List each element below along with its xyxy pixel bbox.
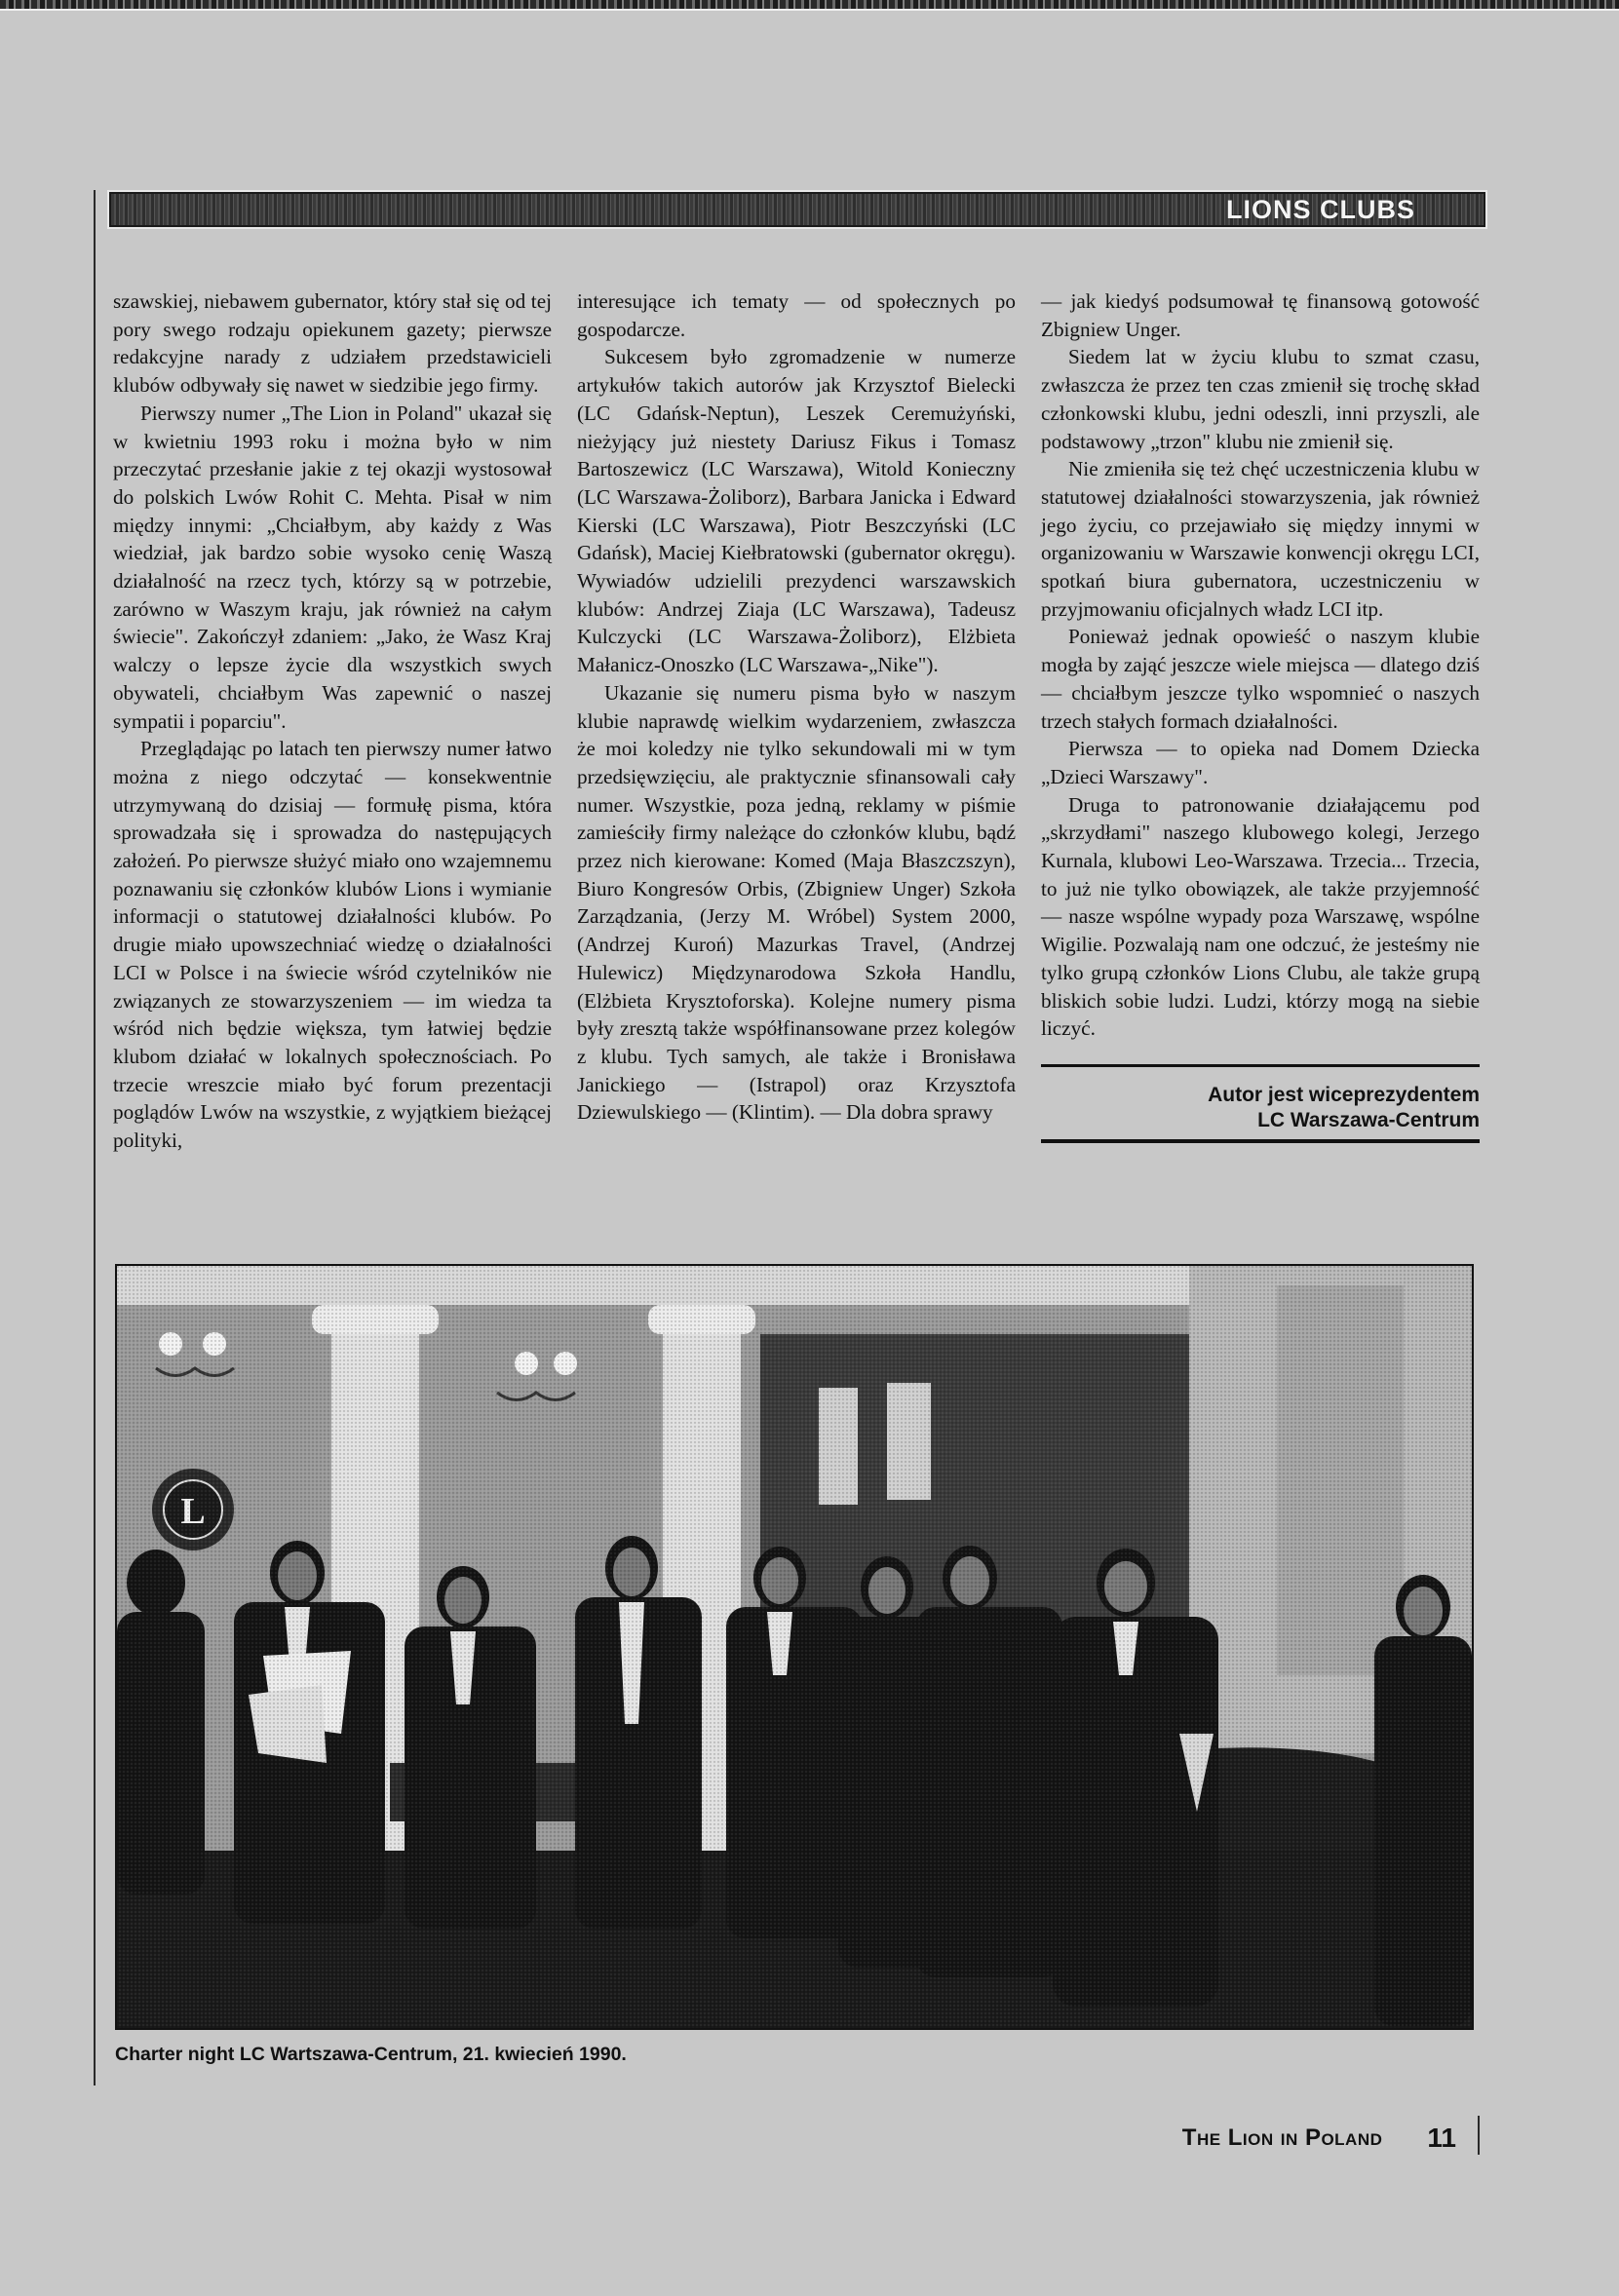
scan-edge-strip [0, 0, 1619, 11]
paragraph: — jak kiedyś podsumował tę finansową gotowość Zbigniew Unger. [1041, 289, 1480, 341]
group-photo [115, 1264, 1474, 2030]
article-column-2 [577, 287, 1016, 1127]
author-note [1041, 1083, 1480, 1133]
magazine-page [0, 11, 1619, 2296]
author-note-line-1: Autor jest wiceprezydentem [1208, 1083, 1480, 1106]
article-column-1 [113, 287, 552, 1155]
publication-title: The Lion in Poland [1181, 2124, 1383, 2151]
page-margin-rule [1478, 2116, 1480, 2155]
divider [1041, 1139, 1480, 1143]
paragraph: Przeglądając po latach ten pierwszy numer łatwo można z niego odczytać — konsekwentnie utrzymywaną do dzisiaj — formułę pisma, która sprowadzała się i sprowadza do następujących założeń. Po pierwsze służyć miało ono wzajemnemu poznawaniu się członków klubów Lions i wymianie informacji o statutowej działalności klubów. Po drugie miało upowszechniać wiedzę o działalności LCI w Polsce i na świecie wśród czytelników nie związanych ze stowarzyszeniem — im wiedza ta wśród nich będzie większa, tym łatwiej będzie klubom działać w lokalnych społecznościach. Po trzecie wreszcie miało być forum prezentacji poglądów Lwów na wszystkie, z wyjątkiem bieżącej polityki, [113, 737, 552, 1153]
paragraph: Ukazanie się numeru pisma było w naszym klubie naprawdę wielkim wydarzeniem, zwłaszcza że moi koledzy nie tylko sekundowali mi w tym przedsięwzięciu, ale praktycznie sfinansowali cały numer. Wszystkie, poza jedną, reklamy w piśmie zamieściły firmy należące do członków klubu, bądź przez nich kierowane: Komed (Maja Błaszczszyn), Biuro Kongresów Orbis, (Zbigniew Unger) Szkoła Zarządzania, (Jerzy M. Wróbel) System 2000, (Andrzej Kuroń) Mazurkas Travel, (Andrzej Hulewicz) Międzynarodowa Szkoła Handlu, (Elżbieta Krysztoforska). Kolejne numery pisma były zresztą także współfinansowane przez kolegów z klubu. Tych samych, ale także i Bronisława Janickiego — (Istrapol) oraz Krzysztofa Dziewulskiego — (Klintim). — Dla dobra sprawy [577, 680, 1016, 1125]
paragraph: Pierwszy numer „The Lion in Poland" ukazał się w kwietniu 1993 roku i można było w nim przeczytać przesłanie jakie z tej okazji wystosował do polskich Lwów Rohit C. Mehta. Pisał w nim między innymi: „Chciałbym, aby każdy z Was wiedział, jak bardzo sobie wysoko cenię Waszą działalność na rzecz tych, którzy są w potrzebie, zarówno w Waszym kraju, jak również na całym świecie". Zakończył zdaniem: „Jako, że Wasz Kraj walczy o lepsze życie dla wszystkich swych obywateli, chciałbym Was zapewnić o naszej sympatii i poparciu". [113, 401, 552, 733]
divider [1041, 1064, 1480, 1067]
paragraph: Druga to patronowanie działającemu pod „skrzydłami" naszego klubowego kolegi, Jerzego Kurnala, klubowi Leo-Warszawa. Trzecia... Trzecia, to już nie tylko obowiązek, ale także przyjemność — nasze wspólne wypady poza Warszawę, wspólne Wigilie. Pozwalają nam one odczuć, że jesteśmy nie tylko grupą członków Lions Clubu, ale także grupą bliskich sobie ludzi. Ludzi, którzy mogą na siebie liczyć. [1041, 792, 1480, 1041]
photo-caption: Charter night LC Wartszawa-Centrum, 21. kwiecień 1990. [115, 2044, 627, 2065]
paragraph: Pierwsza — to opieka nad Domem Dziecka „Dzieci Warszawy". [1041, 737, 1480, 788]
article-body [113, 287, 1480, 1233]
paragraph: Sukcesem było zgromadzenie w numerze artykułów takich autorów jak Krzysztof Bielecki (LC Gdańsk-Neptun), Leszek Ceremużyński, nieżyjący już niestety Dariusz Fikus i Tomasz Bartoszewicz (LC Warszawa), Witold Konieczny (LC Warszawa-Żoliborz), Barbara Janicka i Edward Kierski (LC Warszawa), Piotr Beszczyński (LC Gdańsk), Maciej Kiełbratowski (gubernator okręgu). Wywiadów udzielili prezydenci warszawskich klubów: Andrzej Ziaja (LC Warszawa), Tadeusz Kulczycki (LC Warszawa-Żoliborz), Elżbieta Małanicz-Onoszko (LC Warszawa-„Nike"). [577, 345, 1016, 677]
section-header-bar [109, 192, 1485, 227]
author-note-line-2: LC Warszawa-Centrum [1257, 1108, 1480, 1131]
paragraph: szawskiej, niebawem gubernator, który stał się od tej pory swego rodzaju opiekunem gazety; pierwsze redakcyjne narady z udziałem przedstawicieli klubów odbywały się nawet w siedzibie jego firmy. [113, 289, 552, 398]
paragraph: Nie zmieniła się też chęć uczestniczenia klubu w statutowej działalności stowarzyszenia, jak również jego życiu, co przejawiało się między innymi w organizowaniu w Warszawie konwencji okręgu LCI, spotkań biura gubernatora, uczestniczeniu w przyjmowaniu oficjalnych władz LCI itp. [1041, 457, 1480, 621]
page-number: 11 [1427, 2123, 1456, 2153]
page-footer [1092, 2119, 1472, 2158]
paragraph: Siedem lat w życiu klubu to szmat czasu, zwłaszcza że przez ten czas zmienił się trochę skład członkowski klubu, jedni odeszli, inni przyszli, ale podstawowy „trzon" klubu nie zmienił się. [1041, 345, 1480, 453]
photo-illustration [117, 1266, 1472, 2028]
page-margin-rule [94, 190, 96, 2086]
paragraph: interesujące ich tematy — od społecznych po gospodarcze. [577, 289, 1016, 341]
section-title: LIONS CLUBS [1225, 194, 1415, 224]
article-column-3 [1041, 287, 1480, 1143]
paragraph: Ponieważ jednak opowieść o naszym klubie mogła by zająć jeszcze wiele miejsca — dlatego dziś — chciałbym jeszcze tylko wspomnieć o naszych trzech stałych formach działalności. [1041, 625, 1480, 733]
